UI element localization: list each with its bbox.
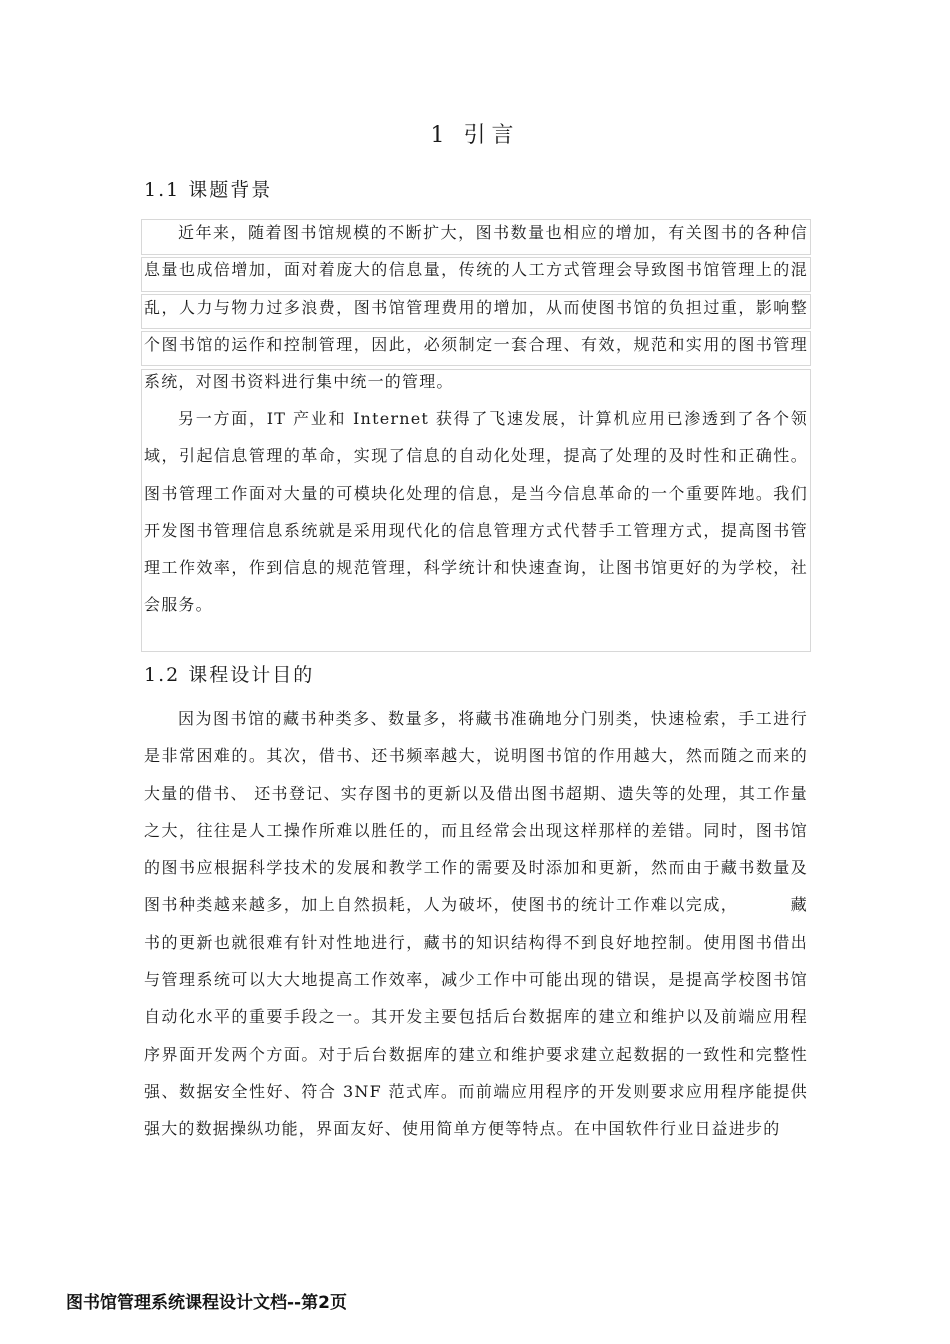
chapter-title: 1 引言 bbox=[430, 123, 520, 148]
page-footer: 图书馆管理系统课程设计文档--第2页 bbox=[66, 1293, 347, 1313]
paragraph-background-1: 近年来，随着图书馆规模的不断扩大，图书数量也相应的增加，有关图书的各种信息量也成倍增加，面对着庞大的信息量，传统的人工方式管理会导致图书馆管理上的混乱，人力与物力过多浪费，图书馆管理费用的增加，从而使图书馆的负担过重，影响整个图书馆的运作和控制管理，因此，必须制定一套合理、有效，规范和实用的图书管理系统，对图书资料进行集中统一的管理。 bbox=[144, 223, 808, 392]
paragraph-background-2: 另一方面，IT 产业和 Internet 获得了飞速发展，计算机应用已渗透到了各个领域，引起信息管理的革命，实现了信息的自动化处理，提高了处理的及时性和正确性。图书管理工作面对大量的可模块化处理的信息，是当今信息革命的一个重要阵地。我们开发图书管理信息系统就是采用现代化的信息管理方式代替手工管理方式，提高图书管理工作效率，作到信息的规范管理，科学统计和快速查询，让图书馆更好的为学校，社会服务。 bbox=[144, 409, 808, 615]
section-heading-background: 1.1 课题背景 bbox=[144, 179, 273, 201]
paragraph-purpose-1: 因为图书馆的藏书种类多、数量多，将藏书准确地分门别类，快速检索，手工进行是非常困难的。其次，借书、还书频率越大，说明图书馆的作用越大，然而随之而来的大量的借书、 还书登记、实存图书的更新以及借出图书超期、遗失等的处理，其工作量之大，往往是人工操作所难以胜任的，而且经常会出现这样那样的差错。同时，图书馆的图书应根据科学技术的发展和教学工作的需要及时添加和更新，然而由于藏书数量及图书种类越来越多，加上自然损耗，人为破坏，使图书的统计工作难以完成， 藏书的更新也就很难有针对性地进行，藏书的知识结构得不到良好地控制。使用图书借出与管理系统可以大大地提高工作效率，减少工作中可能出现的错误，是提高学校图书馆自动化水平的重要手段之一。其开发主要包括后台数据库的建立和维护以及前端应用程序界面开发两个方面。对于后台数据库的建立和维护要求建立起数据的一致性和完整性强、数据安全性好、符合 3NF 范式库。而前端应用程序的开发则要求应用程序能提供强大的数据操纵功能，界面友好、使用简单方便等特点。在中国软件行业日益进步的 bbox=[144, 709, 808, 1139]
section-heading-purpose: 1.2 课程设计目的 bbox=[144, 664, 315, 686]
